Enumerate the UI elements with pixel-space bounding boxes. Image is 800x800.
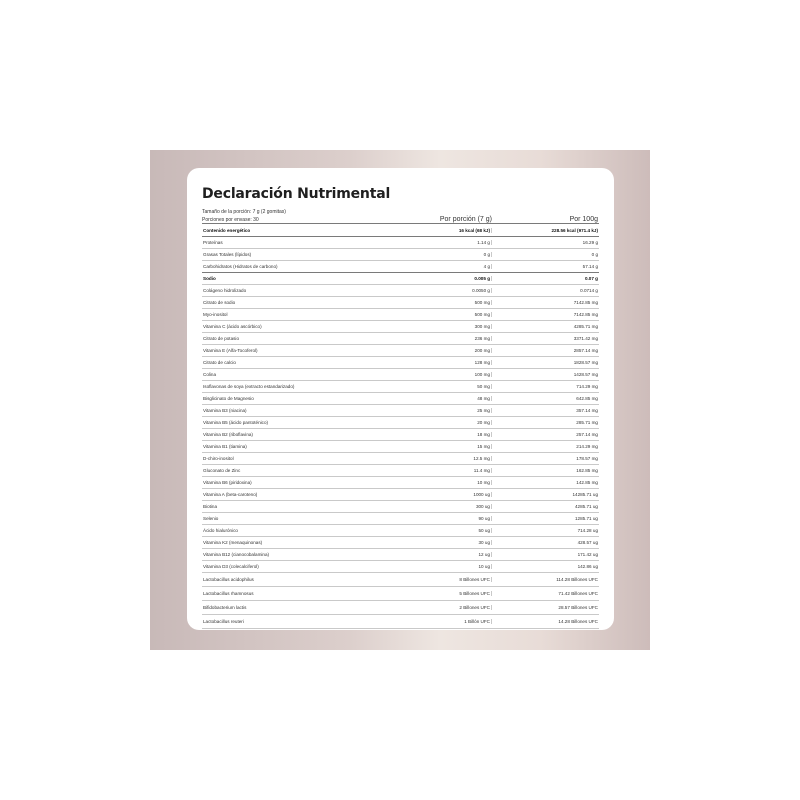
nutrient-name: Bifidobacterium lactis: [203, 605, 247, 610]
nutrient-name: Contenido energético: [203, 227, 251, 233]
per-serving-value: 100 mg: [474, 372, 490, 377]
nutrient-name: Vitamina D3 (colecalciferol): [203, 564, 259, 569]
table-row: [202, 465, 599, 477]
nutrient-name: Grasas Totales (lípidos): [203, 252, 252, 257]
per-serving-value: 12.5 mg: [473, 456, 490, 461]
per-100g-value: 214.29 mg: [491, 444, 599, 449]
nutrient-name: Proteínas: [203, 240, 223, 245]
per-serving-value: 0 g: [483, 252, 490, 257]
per-100g-value: 0.07 g: [491, 276, 599, 281]
per-serving-value: 11.4 mg: [473, 468, 490, 473]
per-serving-value: 4 g: [483, 264, 490, 269]
nutrient-name: Vitamina B3 (niacina): [203, 408, 247, 413]
per-serving-value: 8 Billones UFC: [459, 577, 490, 582]
per-100g-value: 7142.85 mg: [491, 312, 599, 317]
nutrient-name: Gluconato de Zinc: [203, 468, 241, 473]
table-row: [202, 381, 599, 393]
per-serving-value: 12 ug: [478, 552, 490, 557]
table-row: [202, 249, 599, 261]
per-serving-value: 5 Billones UFC: [459, 591, 490, 596]
per-100g-value: 228.56 kcal (971.4 kJ): [491, 228, 599, 233]
nutrient-name: Vitamina C (ácido ascórbico): [203, 324, 262, 329]
per-serving-value: 10 ug: [478, 564, 490, 569]
per-100g-value: 3371.42 mg: [491, 336, 599, 341]
per-serving-value: 300 mg: [474, 324, 490, 329]
per-100g-value: 178.57 mg: [491, 456, 599, 461]
table-row: [202, 525, 599, 537]
per-serving-value: 18 mg: [477, 432, 490, 437]
table-row: [202, 224, 599, 237]
per-100g-value: 162.85 mg: [491, 468, 599, 473]
per-100g-value: 428.57 ug: [491, 540, 599, 545]
table-row: [202, 489, 599, 501]
nutrient-name: Lactobacillus acidophilus: [203, 577, 254, 582]
table-row: [202, 261, 599, 273]
nutrient-name: Citrato de potasio: [203, 336, 240, 341]
per-serving-value: 500 mg: [474, 300, 490, 305]
nutrient-name: Lactobacillus rhamnosus: [203, 591, 254, 596]
nutrient-name: Bisglicinato de Magnesio: [203, 396, 254, 401]
nutrient-name: Vitamina B12 (cianocobalamina): [203, 552, 270, 557]
per-serving-value: 200 mg: [474, 348, 490, 353]
nutrient-name: Vitamina B6 (piridoxina): [203, 480, 252, 485]
per-100g-value: 642.85 mg: [491, 396, 599, 401]
table-row: [202, 417, 599, 429]
nutrient-name: Sodio: [203, 276, 216, 281]
label-title: Declaración Nutrimental: [202, 186, 391, 202]
nutrient-name: Ácido hialurónico: [203, 528, 238, 533]
per-100g-value: 142.86 ug: [491, 564, 599, 569]
table-row: [202, 587, 599, 601]
per-serving-value: 50 ug: [478, 528, 490, 533]
nutrient-name: Vitamina E (Alfa-Tocoferol): [203, 348, 258, 353]
nutrient-name: Colina: [203, 372, 217, 377]
per-serving-value: 0.005 g: [474, 276, 490, 281]
per-100g-value: 14285.71 ug: [491, 492, 599, 497]
per-100g-value: 714.28 ug: [491, 528, 599, 533]
per-100g-value: 1428.57 mg: [491, 372, 599, 377]
nutrient-name: Biotina: [203, 504, 218, 509]
per-100g-value: 171.42 ug: [491, 552, 599, 557]
per-100g-value: 714.29 mg: [491, 384, 599, 389]
per-100g-value: 57.14 g: [491, 264, 599, 269]
per-100g-value: 7142.85 mg: [491, 300, 599, 305]
per-100g-value: 2857.14 mg: [491, 348, 599, 353]
serving-size: Tamaño de la porción: 7 g (2 gomitas): [202, 209, 286, 215]
table-row: [202, 309, 599, 321]
per-serving-value: 1000 ug: [473, 492, 490, 497]
table-row: [202, 393, 599, 405]
nutrient-name: Myo-inositol: [203, 312, 228, 317]
table-row: [202, 453, 599, 465]
per-100g-value: 0 g: [491, 252, 599, 257]
table-row: [202, 297, 599, 309]
table-row: [202, 345, 599, 357]
per-100g-value: 285.71 mg: [491, 420, 599, 425]
nutrient-name: Citrato de calcio: [203, 360, 236, 365]
table-row: [202, 477, 599, 489]
table-row: [202, 561, 599, 573]
nutrition-label-card: [187, 168, 614, 630]
servings-per-container: Porciones por envase: 30: [202, 217, 259, 223]
nutrient-name: Carbohidratos (Hidratos de carbono): [203, 264, 278, 269]
table-row: [202, 615, 599, 629]
per-serving-value: 300 ug: [475, 504, 490, 509]
per-serving-value: 0.0050 g: [472, 288, 490, 293]
nutrient-name: Vitamina B2 (riboflavina): [203, 432, 253, 437]
nutrition-table: [202, 224, 599, 629]
per-serving-value: 16 kcal (68 kJ): [458, 227, 490, 233]
nutrient-name: Colágeno hidrolizado: [203, 288, 247, 293]
nutrient-name: Isoflavonas de soya (extracto estandarizado): [203, 384, 295, 389]
per-100g-value: 0.0714 g: [491, 288, 599, 293]
per-serving-value: 236 mg: [474, 336, 490, 341]
table-row: [202, 285, 599, 297]
per-100g-value: 257.14 mg: [491, 432, 599, 437]
per-serving-value: 48 mg: [477, 396, 490, 401]
column-per-serving: Por porción (7 g): [439, 216, 492, 223]
nutrient-name: Vitamina B1 (tiamina): [203, 444, 247, 449]
table-row: [202, 333, 599, 345]
per-100g-value: 1828.57 mg: [491, 360, 599, 365]
per-100g-value: 1285.71 ug: [491, 516, 599, 521]
table-row: [202, 573, 599, 587]
per-100g-value: 71.42 Billones UFC: [491, 591, 599, 596]
per-serving-value: 1 Billón UFC: [464, 619, 490, 624]
nutrient-name: Vitamina K2 (menaquinonas): [203, 540, 263, 545]
per-serving-value: 128 mg: [474, 360, 490, 365]
table-row: [202, 537, 599, 549]
table-row: [202, 405, 599, 417]
nutrient-name: Vitamina B5 (ácido pantoténico): [203, 420, 269, 425]
per-100g-value: 142.85 mg: [491, 480, 599, 485]
table-row: [202, 273, 599, 285]
per-serving-value: 50 mg: [477, 384, 490, 389]
table-row: [202, 321, 599, 333]
per-100g-value: 4285.71 mg: [491, 324, 599, 329]
table-row: [202, 369, 599, 381]
column-per-100g: Por 100g: [569, 216, 598, 223]
nutrient-name: Selenio: [203, 516, 219, 521]
table-row: [202, 549, 599, 561]
per-100g-value: 114.28 Billones UFC: [491, 577, 599, 582]
table-row: [202, 357, 599, 369]
per-serving-value: 25 mg: [477, 408, 490, 413]
per-100g-value: 4285.71 ug: [491, 504, 599, 509]
table-row: [202, 601, 599, 615]
per-100g-value: 357.14 mg: [491, 408, 599, 413]
per-serving-value: 500 mg: [474, 312, 490, 317]
per-serving-value: 10 mg: [477, 480, 490, 485]
per-100g-value: 14.28 Billones UFC: [491, 619, 599, 624]
per-serving-value: 2 Billones UFC: [459, 605, 490, 610]
table-row: [202, 237, 599, 249]
per-serving-value: 20 mg: [477, 420, 490, 425]
per-serving-value: 1.14 g: [477, 240, 490, 245]
table-row: [202, 429, 599, 441]
table-row: [202, 441, 599, 453]
nutrient-name: Vitamina A (beta-caroteno): [203, 492, 258, 497]
nutrient-name: Citrato de sodio: [203, 300, 236, 305]
table-row: [202, 501, 599, 513]
nutrient-name: Lactobacillus reuteri: [203, 619, 244, 624]
per-serving-value: 15 mg: [477, 444, 490, 449]
per-100g-value: 16.29 g: [491, 240, 599, 245]
table-row: [202, 513, 599, 525]
nutrient-name: D-chiro-inositol: [203, 456, 234, 461]
per-100g-value: 28.57 Billones UFC: [491, 605, 599, 610]
per-serving-value: 90 ug: [478, 516, 490, 521]
per-serving-value: 30 ug: [478, 540, 490, 545]
